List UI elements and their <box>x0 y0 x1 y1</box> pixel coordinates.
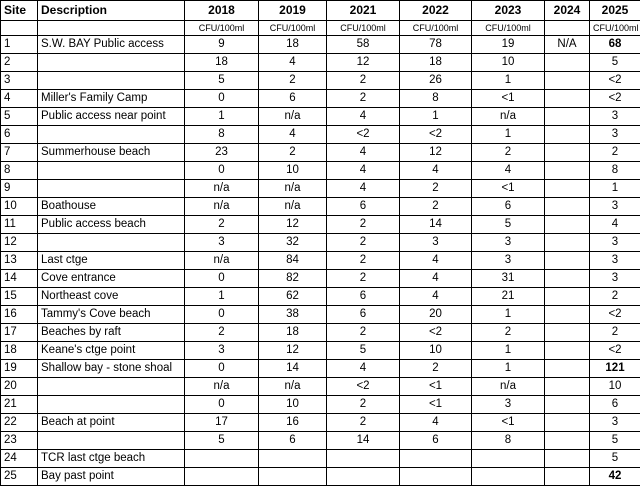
value-cell: 2 <box>259 144 327 162</box>
value-cell: 31 <box>472 270 545 288</box>
value-cell: 1 <box>472 126 545 144</box>
value-cell: 42 <box>590 468 640 486</box>
value-cell <box>259 468 327 486</box>
value-cell: 5 <box>590 54 640 72</box>
value-cell: 2 <box>327 90 400 108</box>
value-cell: 78 <box>400 36 472 54</box>
value-cell: 10 <box>590 378 640 396</box>
value-cell: 5 <box>472 216 545 234</box>
table-row <box>1 108 640 126</box>
site-cell: 21 <box>1 396 38 414</box>
value-cell: 0 <box>185 90 259 108</box>
value-cell: 0 <box>185 306 259 324</box>
column-header: 2025 <box>590 1 640 21</box>
value-cell: 3 <box>590 270 640 288</box>
table-row <box>1 306 640 324</box>
value-cell: 14 <box>259 360 327 378</box>
value-cell: 4 <box>259 54 327 72</box>
value-cell: 2 <box>327 252 400 270</box>
value-cell: 6 <box>400 432 472 450</box>
table-row <box>1 324 640 342</box>
value-cell: 21 <box>472 288 545 306</box>
value-cell: 2 <box>400 180 472 198</box>
value-cell <box>545 396 590 414</box>
value-cell: 8 <box>185 126 259 144</box>
description-cell: Cove entrance <box>38 270 185 288</box>
unit-cell: CFU/100ml <box>327 21 400 36</box>
value-cell: N/A <box>545 36 590 54</box>
value-cell <box>545 234 590 252</box>
value-cell: n/a <box>259 198 327 216</box>
value-cell <box>545 216 590 234</box>
table-row <box>1 72 640 90</box>
value-cell: 3 <box>590 252 640 270</box>
value-cell: 62 <box>259 288 327 306</box>
value-cell: 20 <box>400 306 472 324</box>
unit-cell: CFU/100ml <box>472 21 545 36</box>
value-cell: 4 <box>400 288 472 306</box>
site-cell: 22 <box>1 414 38 432</box>
value-cell <box>545 144 590 162</box>
value-cell <box>545 72 590 90</box>
value-cell: 82 <box>259 270 327 288</box>
site-cell: 10 <box>1 198 38 216</box>
value-cell: 18 <box>259 324 327 342</box>
value-cell: 3 <box>590 126 640 144</box>
table-row <box>1 252 640 270</box>
description-cell <box>38 396 185 414</box>
column-header: 2022 <box>400 1 472 21</box>
value-cell: 4 <box>400 414 472 432</box>
site-cell: 12 <box>1 234 38 252</box>
table-row <box>1 180 640 198</box>
value-cell: <2 <box>400 324 472 342</box>
value-cell: n/a <box>472 108 545 126</box>
value-cell: n/a <box>259 108 327 126</box>
value-cell: <1 <box>472 180 545 198</box>
value-cell: n/a <box>259 378 327 396</box>
value-cell: 2 <box>472 324 545 342</box>
value-cell: n/a <box>185 378 259 396</box>
value-cell <box>472 450 545 468</box>
units-row <box>1 21 640 36</box>
description-cell: Last ctge <box>38 252 185 270</box>
value-cell: 4 <box>327 360 400 378</box>
value-cell: 6 <box>472 198 545 216</box>
value-cell <box>545 54 590 72</box>
value-cell: 58 <box>327 36 400 54</box>
value-cell: 6 <box>327 288 400 306</box>
site-cell: 15 <box>1 288 38 306</box>
value-cell: 3 <box>185 234 259 252</box>
value-cell <box>185 450 259 468</box>
description-cell: Beach at point <box>38 414 185 432</box>
value-cell: 1 <box>590 180 640 198</box>
value-cell: 4 <box>400 270 472 288</box>
value-cell: 2 <box>327 324 400 342</box>
description-cell <box>38 234 185 252</box>
value-cell: 0 <box>185 162 259 180</box>
value-cell <box>545 90 590 108</box>
description-cell <box>38 162 185 180</box>
table-row <box>1 270 640 288</box>
description-cell <box>38 378 185 396</box>
value-cell <box>327 468 400 486</box>
value-cell <box>545 252 590 270</box>
value-cell: 4 <box>259 126 327 144</box>
value-cell: 5 <box>185 72 259 90</box>
value-cell: 3 <box>472 252 545 270</box>
column-header: 2019 <box>259 1 327 21</box>
value-cell: 12 <box>259 216 327 234</box>
value-cell <box>545 108 590 126</box>
value-cell: 14 <box>327 432 400 450</box>
value-cell: 12 <box>400 144 472 162</box>
unit-cell <box>1 21 38 36</box>
value-cell: 10 <box>472 54 545 72</box>
value-cell: n/a <box>185 198 259 216</box>
table-row <box>1 450 640 468</box>
value-cell: 14 <box>400 216 472 234</box>
table-row <box>1 432 640 450</box>
value-cell <box>400 450 472 468</box>
site-cell: 5 <box>1 108 38 126</box>
value-cell: 2 <box>327 216 400 234</box>
value-cell: 5 <box>185 432 259 450</box>
description-cell <box>38 126 185 144</box>
value-cell: 1 <box>472 306 545 324</box>
table-row <box>1 54 640 72</box>
unit-cell: CFU/100ml <box>259 21 327 36</box>
column-header: 2021 <box>327 1 400 21</box>
value-cell: 0 <box>185 396 259 414</box>
value-cell: 17 <box>185 414 259 432</box>
description-cell: S.W. BAY Public access <box>38 36 185 54</box>
description-cell: TCR last ctge beach <box>38 450 185 468</box>
table-row <box>1 360 640 378</box>
value-cell: 5 <box>590 432 640 450</box>
value-cell: <1 <box>472 414 545 432</box>
table-row <box>1 288 640 306</box>
value-cell: 2 <box>327 270 400 288</box>
value-cell <box>327 450 400 468</box>
description-cell: Keane's ctge point <box>38 342 185 360</box>
value-cell: <1 <box>472 90 545 108</box>
description-cell: Public access near point <box>38 108 185 126</box>
site-cell: 19 <box>1 360 38 378</box>
value-cell: 18 <box>400 54 472 72</box>
value-cell: 38 <box>259 306 327 324</box>
value-cell: 16 <box>259 414 327 432</box>
description-cell: Miller's Family Camp <box>38 90 185 108</box>
value-cell: <2 <box>590 306 640 324</box>
value-cell: 6 <box>590 396 640 414</box>
value-cell <box>545 270 590 288</box>
value-cell: 2 <box>185 216 259 234</box>
value-cell: <1 <box>400 396 472 414</box>
value-cell <box>545 432 590 450</box>
value-cell <box>545 198 590 216</box>
table-row <box>1 342 640 360</box>
site-cell: 7 <box>1 144 38 162</box>
site-cell: 8 <box>1 162 38 180</box>
value-cell <box>545 342 590 360</box>
value-cell: 3 <box>590 414 640 432</box>
column-header: 2018 <box>185 1 259 21</box>
value-cell <box>400 468 472 486</box>
site-cell: 23 <box>1 432 38 450</box>
table-row <box>1 144 640 162</box>
value-cell <box>185 468 259 486</box>
description-cell: Tammy's Cove beach <box>38 306 185 324</box>
value-cell: 84 <box>259 252 327 270</box>
value-cell <box>545 414 590 432</box>
value-cell: 2 <box>185 324 259 342</box>
value-cell: 4 <box>327 162 400 180</box>
unit-cell <box>545 21 590 36</box>
description-cell: Shallow bay - stone shoal <box>38 360 185 378</box>
value-cell: 8 <box>590 162 640 180</box>
value-cell: 5 <box>327 342 400 360</box>
unit-cell: CFU/100ml <box>590 21 640 36</box>
value-cell <box>545 126 590 144</box>
value-cell: 2 <box>327 396 400 414</box>
value-cell: 18 <box>185 54 259 72</box>
value-cell: 4 <box>327 108 400 126</box>
value-cell: 4 <box>590 216 640 234</box>
site-cell: 17 <box>1 324 38 342</box>
value-cell: 2 <box>327 414 400 432</box>
description-cell <box>38 72 185 90</box>
value-cell: 3 <box>472 396 545 414</box>
value-cell <box>545 324 590 342</box>
value-cell <box>545 288 590 306</box>
value-cell: 26 <box>400 72 472 90</box>
site-cell: 25 <box>1 468 38 486</box>
site-cell: 6 <box>1 126 38 144</box>
site-cell: 11 <box>1 216 38 234</box>
value-cell <box>545 468 590 486</box>
value-cell: 8 <box>472 432 545 450</box>
site-cell: 24 <box>1 450 38 468</box>
site-cell: 2 <box>1 54 38 72</box>
description-cell: Bay past point <box>38 468 185 486</box>
column-header: Site <box>1 1 38 21</box>
value-cell <box>545 162 590 180</box>
value-cell: 3 <box>472 234 545 252</box>
table-row <box>1 234 640 252</box>
value-cell: 2 <box>472 144 545 162</box>
value-cell: n/a <box>185 252 259 270</box>
table-row <box>1 378 640 396</box>
table-row <box>1 396 640 414</box>
value-cell: 23 <box>185 144 259 162</box>
value-cell: 9 <box>185 36 259 54</box>
site-cell: 9 <box>1 180 38 198</box>
value-cell: 4 <box>327 180 400 198</box>
description-cell <box>38 54 185 72</box>
value-cell: 2 <box>327 72 400 90</box>
value-cell: 1 <box>472 360 545 378</box>
site-cell: 4 <box>1 90 38 108</box>
value-cell: n/a <box>185 180 259 198</box>
table-row <box>1 198 640 216</box>
description-cell: Boathouse <box>38 198 185 216</box>
value-cell: 2 <box>400 360 472 378</box>
value-cell: 121 <box>590 360 640 378</box>
table-row <box>1 216 640 234</box>
value-cell: <2 <box>590 342 640 360</box>
table-row <box>1 468 640 486</box>
value-cell: 3 <box>400 234 472 252</box>
description-cell: Northeast cove <box>38 288 185 306</box>
description-cell: Summerhouse beach <box>38 144 185 162</box>
value-cell: 6 <box>327 198 400 216</box>
value-cell: 32 <box>259 234 327 252</box>
value-cell: 6 <box>259 90 327 108</box>
value-cell: 2 <box>590 288 640 306</box>
table-body <box>1 21 640 486</box>
value-cell: 3 <box>590 198 640 216</box>
description-cell <box>38 180 185 198</box>
value-cell: 2 <box>590 324 640 342</box>
site-cell: 16 <box>1 306 38 324</box>
value-cell: 18 <box>259 36 327 54</box>
value-cell: 12 <box>259 342 327 360</box>
value-cell: 4 <box>327 144 400 162</box>
value-cell: <2 <box>327 378 400 396</box>
value-cell: 10 <box>400 342 472 360</box>
value-cell <box>545 378 590 396</box>
site-cell: 18 <box>1 342 38 360</box>
description-cell <box>38 432 185 450</box>
description-cell: Beaches by raft <box>38 324 185 342</box>
value-cell: 1 <box>400 108 472 126</box>
value-cell: 19 <box>472 36 545 54</box>
value-cell: 3 <box>590 108 640 126</box>
table-row <box>1 126 640 144</box>
value-cell: 6 <box>259 432 327 450</box>
value-cell: 1 <box>472 72 545 90</box>
value-cell <box>545 306 590 324</box>
value-cell: 2 <box>327 234 400 252</box>
value-cell: 3 <box>185 342 259 360</box>
value-cell: 4 <box>400 252 472 270</box>
value-cell: 4 <box>472 162 545 180</box>
table-row <box>1 162 640 180</box>
value-cell: 5 <box>590 450 640 468</box>
unit-cell <box>38 21 185 36</box>
site-cell: 14 <box>1 270 38 288</box>
table-row <box>1 90 640 108</box>
table-row <box>1 36 640 54</box>
value-cell: <2 <box>327 126 400 144</box>
value-cell <box>545 450 590 468</box>
header-row <box>1 1 640 21</box>
site-cell: 20 <box>1 378 38 396</box>
unit-cell: CFU/100ml <box>400 21 472 36</box>
value-cell <box>545 360 590 378</box>
value-cell <box>545 180 590 198</box>
site-cell: 13 <box>1 252 38 270</box>
unit-cell: CFU/100ml <box>185 21 259 36</box>
value-cell: 3 <box>590 234 640 252</box>
value-cell: 6 <box>327 306 400 324</box>
site-cell: 3 <box>1 72 38 90</box>
value-cell: 12 <box>327 54 400 72</box>
value-cell: 4 <box>400 162 472 180</box>
column-header: 2023 <box>472 1 545 21</box>
value-cell: n/a <box>259 180 327 198</box>
value-cell: <2 <box>590 90 640 108</box>
value-cell: 68 <box>590 36 640 54</box>
value-cell: 2 <box>400 198 472 216</box>
value-cell: 10 <box>259 396 327 414</box>
site-cell: 1 <box>1 36 38 54</box>
value-cell: 2 <box>259 72 327 90</box>
value-cell <box>472 468 545 486</box>
value-cell: <2 <box>590 72 640 90</box>
column-header: 2024 <box>545 1 590 21</box>
value-cell: n/a <box>472 378 545 396</box>
value-cell <box>259 450 327 468</box>
value-cell: 0 <box>185 270 259 288</box>
value-cell: <1 <box>400 378 472 396</box>
table-row <box>1 414 640 432</box>
value-cell: <2 <box>400 126 472 144</box>
value-cell: 8 <box>400 90 472 108</box>
value-cell: 1 <box>185 108 259 126</box>
value-cell: 1 <box>472 342 545 360</box>
value-cell: 10 <box>259 162 327 180</box>
value-cell: 0 <box>185 360 259 378</box>
value-cell: 2 <box>590 144 640 162</box>
description-cell: Public access beach <box>38 216 185 234</box>
value-cell: 1 <box>185 288 259 306</box>
column-header: Description <box>38 1 185 21</box>
